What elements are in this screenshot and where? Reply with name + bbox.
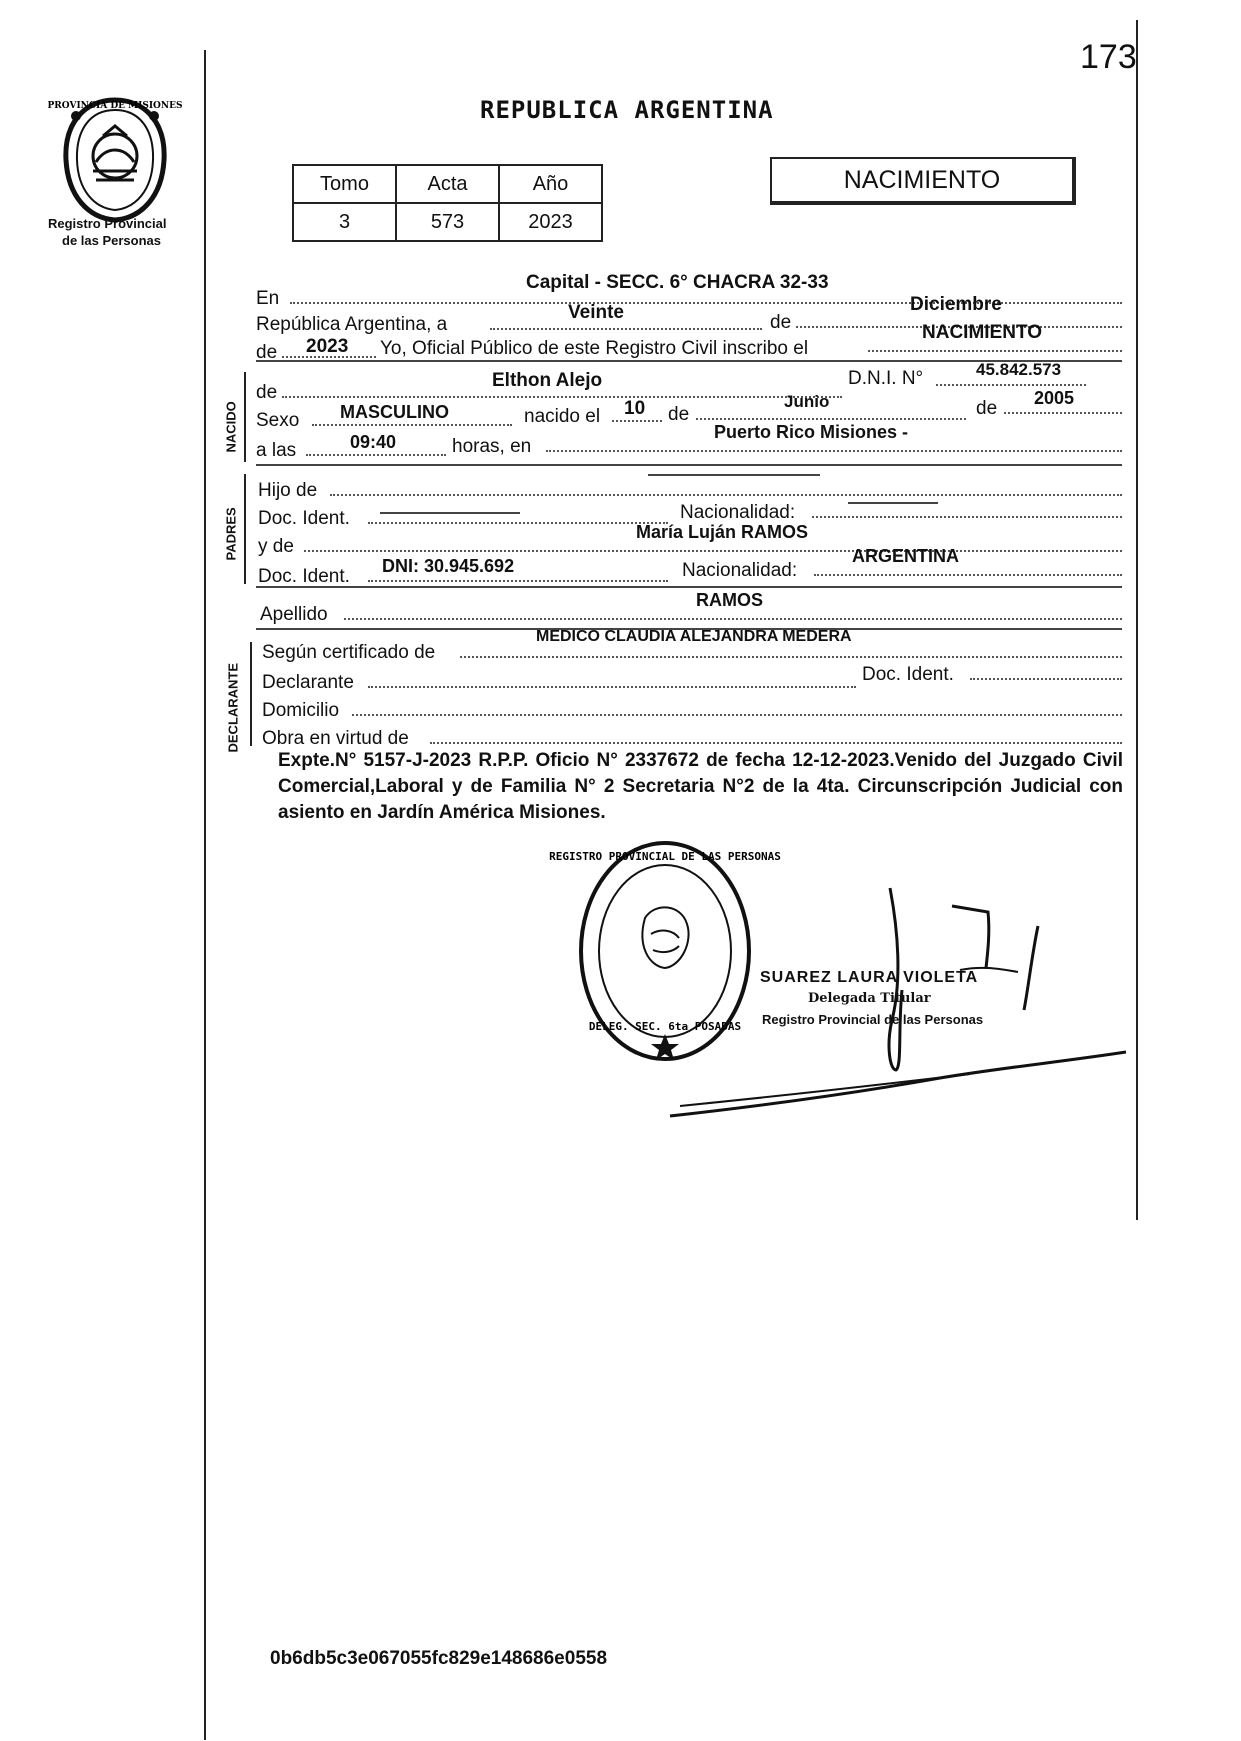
dotted-line [330,494,1122,496]
page-number: 173 [1080,38,1137,76]
field-madre: María Luján RAMOS [636,522,809,542]
label-de: de [770,312,792,333]
section-label-nacido: NACIDO [223,401,239,453]
registry-tomo: 3 [293,203,396,241]
dotted-line [868,350,1122,352]
field-mes-nac: Junio [784,392,830,411]
field-dni: 45.842.573 [976,360,1062,379]
field-madre-nac: ARGENTINA [852,546,959,566]
field-mes: Diciembre [910,294,1002,315]
dotted-line [368,522,668,524]
label-dni: D.N.I. N° [848,368,924,389]
dotted-line [1004,412,1122,414]
label-horas-en: horas, en [452,436,532,457]
field-anio: 2023 [306,336,349,357]
dotted-line [282,396,842,398]
field-lugar-inscripcion: Capital - SECC. 6° CHACRA 32-33 [526,272,829,293]
label-de-nacido: de [256,382,278,403]
svg-text:REGISTRO PROVINCIAL DE LAS PER: REGISTRO PROVINCIAL DE LAS PERSONAS [549,850,781,863]
field-certificado: MEDICO CLAUDIA ALEJANDRA MEDERA [536,628,852,645]
label-nacido-el: nacido el [524,406,601,427]
org-name-line2: de las Personas [62,233,161,248]
dotted-line [970,678,1122,680]
left-margin-line [204,50,206,1740]
dotted-line [304,550,1122,552]
label-doc-madre: Doc. Ident. [258,566,350,587]
field-anio-nac: 2005 [1034,388,1075,408]
label-de2: de [256,342,278,363]
registry-table [292,164,603,242]
dotted-line [812,516,1122,518]
document-hash: 0b6db5c3e067055fc829e148686e0558 [270,1648,608,1669]
label-apellido: Apellido [260,604,328,625]
dotted-line [352,714,1122,716]
section-bracket [244,372,246,462]
label-doc-declarante: Doc. Ident. [862,664,954,685]
dotted-line [490,328,762,330]
field-dia: Veinte [568,302,624,323]
dotted-line [612,420,662,422]
strike-line [648,474,820,476]
label-republica: República Argentina, a [256,314,448,335]
field-madre-doc: DNI: 30.945.692 [382,556,515,576]
label-doc-padre: Doc. Ident. [258,508,350,529]
section-bracket [250,642,252,746]
label-obra: Obra en virtud de [262,728,409,749]
dotted-line [344,618,1122,620]
dotted-line [814,574,1122,576]
section-label-declarante: DECLARANTE [225,662,241,753]
registry-header-acta: Acta [396,165,499,203]
label-sexo: Sexo [256,410,300,431]
label-declarante: Declarante [262,672,354,693]
label-y-de: y de [258,536,294,557]
field-hora: 09:40 [350,432,397,452]
dotted-line [306,454,446,456]
field-nombre: Elthon Alejo [492,370,603,391]
strike-line [848,502,938,504]
label-a-las: a las [256,440,297,461]
dotted-line [430,742,1122,744]
field-apellido: RAMOS [696,590,763,610]
label-domicilio: Domicilio [262,700,340,721]
field-lugar-nac: Puerto Rico Misiones - [714,422,909,442]
dotted-line [312,424,512,426]
separator-line [256,586,1122,588]
section-label-padres: PADRES [223,507,239,561]
dotted-line [368,686,856,688]
label-nac-padre: Nacionalidad: [680,502,796,523]
dotted-line [546,450,1122,452]
label-oficial: Yo, Oficial Público de este Registro Civil inscribo el [380,338,809,359]
separator-line [256,464,1122,466]
act-type-box: NACIMIENTO [770,157,1076,205]
registry-header-row [293,165,602,203]
official-org: Registro Provincial de las Personas [762,1012,984,1027]
official-name: SUAREZ LAURA VIOLETA [760,969,979,986]
svg-text:PROVINCIA DE MISIONES: PROVINCIA DE MISIONES [47,101,183,111]
label-en: En [256,288,280,309]
official-title: Delegada Titular [808,991,931,1006]
registry-header-tomo: Tomo [293,165,396,203]
document-header: REPUBLICA ARGENTINA [480,96,774,124]
label-nac-madre: Nacionalidad: [682,560,798,581]
label-segun: Según certificado de [262,642,436,663]
label-de-nac2: de [976,398,998,419]
section-bracket [244,474,246,584]
field-sexo: MASCULINO [340,402,449,422]
marginal-notes: Expte.N° 5157-J-2023 R.P.P. Oficio N° 2337672 de fecha 12-12-2023.Venido del Juzgado Civil Comercial,Laboral y de Familia N° 2 Secretaria N°2 de la 4ta. Circunscripción Judicial con asiento en Jardín América Misiones. [278,750,1123,823]
label-hijo-de: Hijo de [258,480,318,501]
registry-value-row [293,203,602,241]
registry-header-anio: Año [499,165,602,203]
dotted-line [936,384,1086,386]
dotted-line [460,656,1122,658]
org-name-line1: Registro Provincial [48,216,167,231]
right-margin-line [1136,20,1138,1220]
dotted-line [696,418,966,420]
field-inscribe: NACIMIENTO [922,322,1042,343]
strike-line [380,512,520,514]
field-dia-nac: 10 [624,398,646,419]
registry-anio: 2023 [499,203,602,241]
dotted-line [368,580,668,582]
svg-text:DELEG. SEC. 6ta POSADAS: DELEG. SEC. 6ta POSADAS [588,1020,742,1033]
label-de-nac: de [668,404,690,425]
registry-acta: 573 [396,203,499,241]
